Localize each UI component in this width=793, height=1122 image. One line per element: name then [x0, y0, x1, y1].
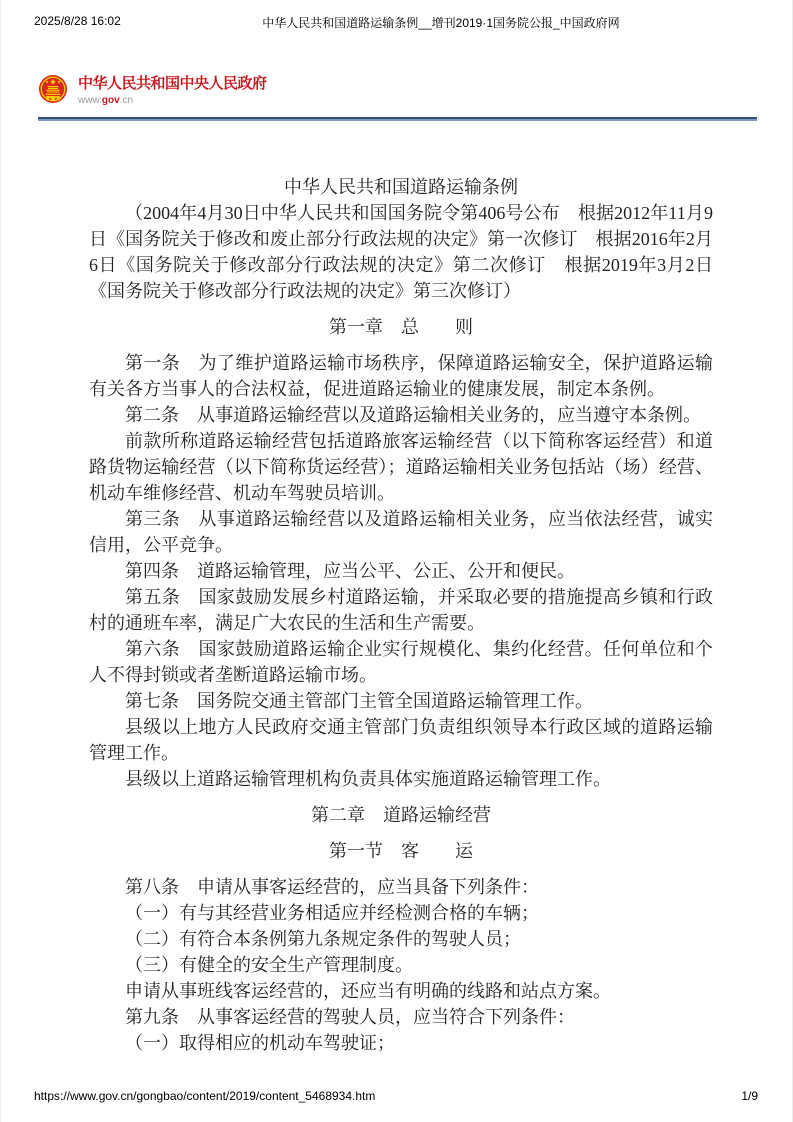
chapter-heading: 第一章 总 则: [329, 317, 473, 337]
document-paragraph: 第二条 从事道路运输经营以及道路运输相关业务的，应当遵守本条例。: [125, 405, 701, 425]
document-title: 中华人民共和国道路运输条例: [284, 177, 518, 197]
print-footer: [34, 1089, 758, 1104]
document-paragraph: 前款所称道路运输经营包括道路旅客运输经营（以下简称客运经营）和道路货物运输经营（以下简称货运经营）；道路运输相关业务包括站（场）经营、机动车维修经营、机动车驾驶员培训。: [89, 431, 713, 503]
document-paragraph: （一）取得相应的机动车驾驶证；: [125, 1033, 395, 1053]
document-paragraph: 第八条 申请从事客运经营的，应当具备下列条件：: [125, 877, 539, 897]
site-url-www: www.: [78, 95, 102, 106]
site-url-cn: .cn: [119, 95, 134, 106]
document-paragraph: 第一条 为了维护道路运输市场秩序，保障道路运输安全，保护道路运输有关各方当事人的合法权益，促进道路运输业的健康发展，制定本条例。: [89, 353, 713, 399]
document-paragraph: 第七条 国务院交通主管部门主管全国道路运输管理工作。: [125, 691, 593, 711]
print-header: [34, 14, 758, 30]
document-body: [89, 174, 713, 1056]
banner-text: [78, 72, 267, 107]
china-national-emblem-icon: [38, 74, 68, 106]
page-indicator: 1/9: [741, 1089, 758, 1103]
site-url: [78, 94, 267, 107]
print-datetime: 2025/8/28 16:02: [34, 14, 121, 28]
document-paragraph: 第四条 道路运输管理，应当公平、公正、公开和便民。: [125, 561, 575, 581]
chapter-heading: 第二章 道路运输经营: [311, 805, 491, 825]
document-paragraph: （三）有健全的安全生产管理制度。: [125, 955, 413, 975]
document-paragraph: （一）有与其经营业务相适应并经检测合格的车辆；: [125, 903, 539, 923]
document-paragraph: （二）有符合本条例第九条规定条件的驾驶人员；: [125, 929, 521, 949]
site-name: 中华人民共和国中央人民政府: [78, 75, 267, 92]
document-paragraph: 县级以上地方人民政府交通主管部门负责组织领导本行政区域的道路运输管理工作。: [89, 717, 713, 763]
site-url-gov: gov: [101, 95, 120, 106]
section-heading: 第一节 客 运: [329, 841, 473, 861]
print-page-title: 中华人民共和国道路运输条例__增刊2019·1国务院公报_中国政府网: [262, 16, 620, 30]
document-paragraph: 第六条 国家鼓励道路运输企业实行规模化、集约化经营。任何单位和个人不得封锁或者垄断道路运输市场。: [89, 639, 713, 685]
banner-divider: [38, 117, 757, 121]
document-paragraph: 第五条 国家鼓励发展乡村道路运输，并采取必要的措施提高乡镇和行政村的通班车率，满足广大农民的生活和生产需要。: [89, 587, 713, 633]
site-banner: [38, 72, 267, 107]
document-paragraph: 县级以上道路运输管理机构负责具体实施道路运输管理工作。: [125, 769, 611, 789]
document-paragraph: 第三条 从事道路运输经营以及道路运输相关业务，应当依法经营，诚实信用，公平竞争。: [89, 509, 713, 555]
source-url: https://www.gov.cn/gongbao/content/2019/content_5468934.htm: [34, 1089, 376, 1103]
document-sections: [89, 314, 713, 1056]
document-paragraph: 申请从事班线客运经营的，还应当有明确的线路和站点方案。: [125, 981, 611, 1001]
revision-note: （2004年4月30日中华人民共和国国务院令第406号公布 根据2012年11月9日《国务院关于修改和废止部分行政法规的决定》第一次修订 根据2016年2月6日《国务院关于修改部分行政法规的决定》第二次修订 根据2019年3月2日《国务院关于修改部分行政法规的决定》第三次修订）: [89, 203, 713, 301]
document-paragraph: 第九条 从事客运经营的驾驶人员，应当符合下列条件：: [125, 1007, 575, 1027]
